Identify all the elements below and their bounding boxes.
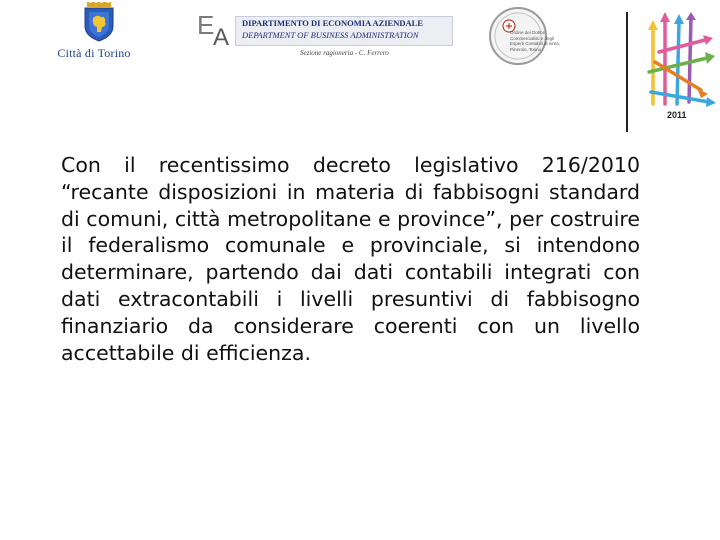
ea-title-box bbox=[235, 16, 453, 46]
citta-di-torino-logo bbox=[42, 2, 146, 64]
ea-mark bbox=[195, 12, 237, 50]
ordine-label: Ordine dei Dottori Commercialisti e degli Esperti Contabili di Ivrea, Pinerolo, Torino bbox=[510, 30, 561, 52]
ea-department-logo bbox=[195, 12, 453, 52]
header-divider bbox=[626, 12, 628, 132]
ea-mark-a: A bbox=[213, 24, 230, 51]
ea-mark-e: E bbox=[197, 10, 215, 40]
anniversary-2011-logo bbox=[645, 12, 717, 130]
torino-label: Città di Torino bbox=[57, 46, 131, 60]
body-paragraph: Con il recentissimo decreto legislativo 216/2010 “recante disposizioni in materia di fabbisogni standard di comuni, città metropolitane e province”, per costruire il federalismo comunale e provinciale, si intendono determinare, partendo dai dati contabili integrati con dati extracontabili i livelli presuntivi di fabbisogno finanziario da considerare coerenti con un livello accettabile di efficienza. bbox=[61, 153, 640, 365]
year-label: 2011 bbox=[667, 110, 687, 120]
ea-title-italian: DIPARTIMENTO DI ECONOMIA AZIENDALE bbox=[242, 18, 423, 28]
city-crest-icon bbox=[77, 2, 121, 42]
ea-section-subtitle: Sezione ragioneria - C. Ferrero bbox=[300, 49, 389, 57]
ordine-commercialisti-logo bbox=[488, 6, 561, 70]
arrows-logo-icon bbox=[645, 12, 717, 108]
ea-title-english: DEPARTMENT OF BUSINESS ADMINISTRATION bbox=[242, 30, 419, 40]
